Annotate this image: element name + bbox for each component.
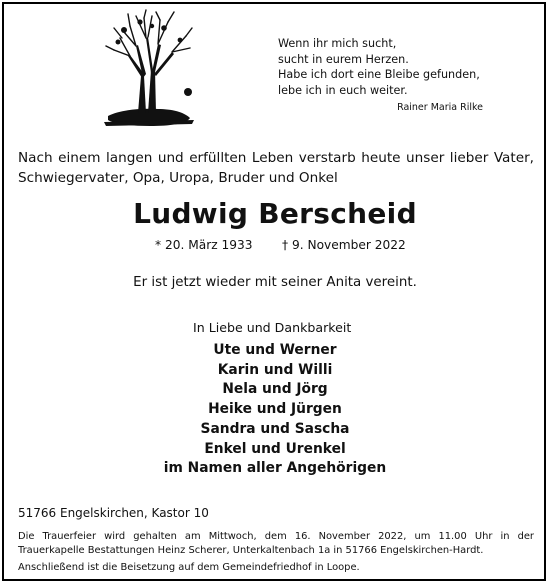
burial-info: Anschließend ist die Beisetzung auf dem Gemeindefriedhof in Loope. — [18, 562, 360, 573]
mourners-list — [0, 341, 550, 479]
love-line: In Liebe und Dankbarkeit — [193, 320, 352, 335]
poem-line: Habe ich dort eine Bleibe gefunden, — [278, 68, 480, 81]
mourner: Sandra und Sascha — [200, 420, 350, 437]
funeral-info: Die Trauerfeier wird gehalten am Mittwoch, dem 16. November 2022, um 11.00 Uhr in der Trauerkapelle Bestattungen Heinz Scherer, Unterkaltenbach 1a in 51766 Engelskirchen-Hardt. — [18, 531, 534, 557]
reunion-text: Er ist jetzt wieder mit seiner Anita vereint. — [133, 275, 417, 290]
mourner: Karin und Willi — [217, 361, 333, 378]
mourner: Enkel und Urenkel — [204, 440, 346, 457]
address: 51766 Engelskirchen, Kastor 10 — [18, 506, 209, 520]
intro-text: Nach einem langen und erfüllten Leben verstarb heute unser lieber Vater, Schwiegervater, Opa, Uropa, Bruder und Onkel — [18, 150, 534, 186]
mourner: im Namen aller Angehörigen — [163, 460, 387, 477]
mourner: Nela und Jörg — [222, 381, 328, 398]
poem-line: Wenn ihr mich sucht, — [278, 37, 397, 50]
poem — [278, 36, 483, 116]
mourner: Ute und Werner — [213, 342, 337, 358]
deceased-name: Ludwig Berscheid — [133, 197, 417, 230]
tree-icon — [100, 8, 198, 130]
birth-date: * 20. März 1933 — [155, 238, 253, 252]
poem-line: sucht in eurem Herzen. — [278, 52, 409, 66]
poem-line: lebe ich in euch weiter. — [278, 83, 408, 97]
poem-author: Rainer Maria Rilke — [397, 102, 483, 113]
death-date: † 9. November 2022 — [282, 238, 406, 252]
mourner: Heike und Jürgen — [208, 401, 342, 418]
